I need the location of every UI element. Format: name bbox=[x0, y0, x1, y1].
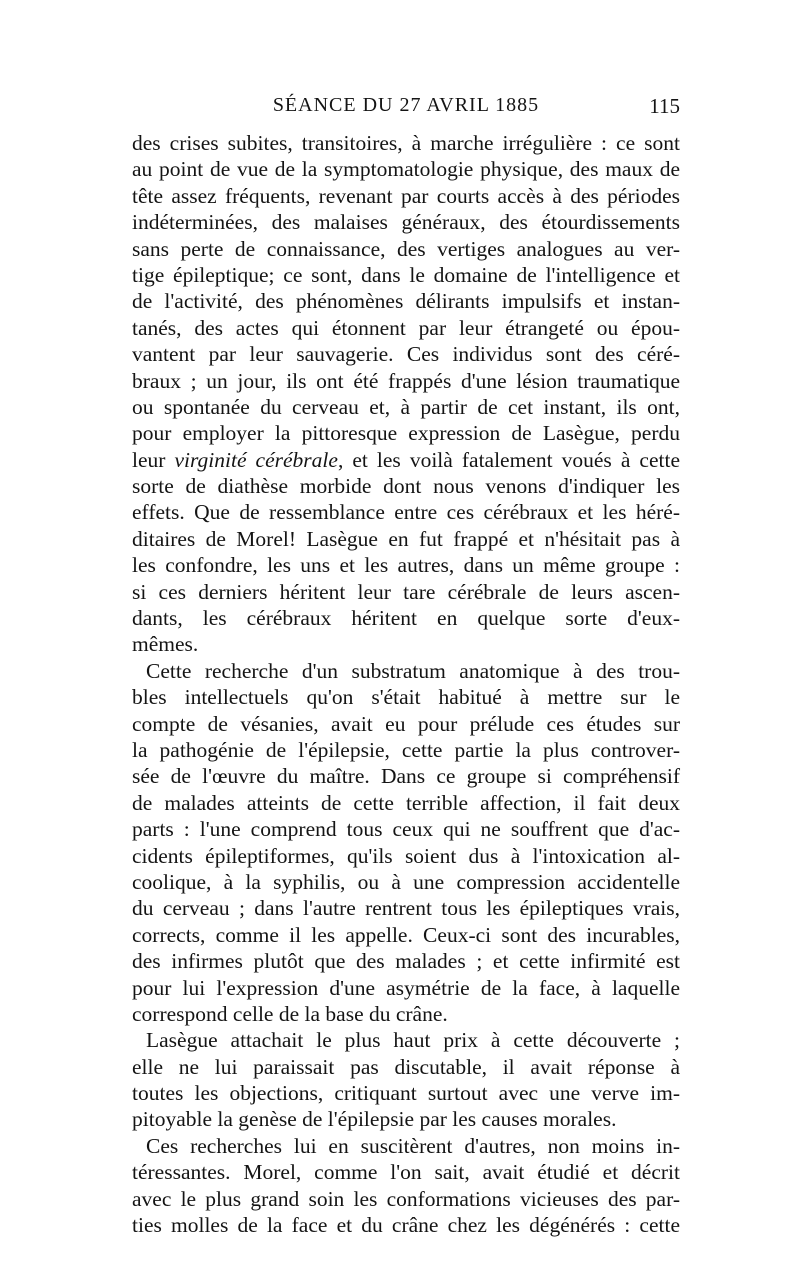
text-line: coolique, à la syphilis, ou à une compression accidentelle bbox=[132, 869, 680, 894]
running-head: SÉANCE DU 27 AVRIL 1885 bbox=[272, 94, 540, 116]
text-line: des infirmes plutôt que des malades ; et cette infirmité est bbox=[132, 949, 680, 974]
text-line: toutes les objections, critiquant surtout avec une verve im- bbox=[132, 1081, 680, 1106]
text-line: de l'activité, des phénomènes délirants impulsifs et instan- bbox=[132, 289, 680, 314]
text-line: du cerveau ; dans l'autre rentrent tous les épileptiques vrais, bbox=[132, 896, 680, 921]
text-line: la pathogénie de l'épilepsie, cette partie la plus controver- bbox=[132, 737, 680, 762]
italic-line-before: leur bbox=[132, 447, 175, 472]
paragraph-start-line: Cette recherche d'un substratum anatomique à des trou- bbox=[146, 658, 680, 683]
text-line: elle ne lui paraissait pas discutable, il avait réponse à bbox=[132, 1054, 680, 1079]
text-line: avec le plus grand soin les conformations vicieuses des par- bbox=[132, 1186, 680, 1211]
text-line: compte de vésanies, avait eu pour prélude ces études sur bbox=[132, 711, 680, 736]
text-line: pitoyable la genèse de l'épilepsie par les causes morales. bbox=[132, 1107, 617, 1132]
text-line: sans perte de connaissance, des vertiges analogues au ver- bbox=[132, 236, 680, 261]
text-line: indéterminées, des malaises généraux, des étourdissements bbox=[132, 210, 680, 235]
text-line: des crises subites, transitoires, à marche irrégulière : ce sont bbox=[132, 131, 680, 155]
text-line: effets. Que de ressemblance entre ces cérébraux et les héré- bbox=[132, 500, 680, 525]
text-line: tête assez fréquents, revenant par courts accès à des périodes bbox=[132, 183, 680, 208]
text-line: ties molles de la face et du crâne chez les dégénérés : cette bbox=[132, 1213, 680, 1238]
text-line: sorte de diathèse morbide dont nous venons d'indiquer les bbox=[132, 474, 680, 499]
paragraph-start-line: Ces recherches lui en suscitèrent d'autres, non moins in- bbox=[146, 1133, 680, 1158]
text-line: parts : l'une comprend tous ceux qui ne souffrent que d'ac- bbox=[132, 817, 680, 842]
text-line: vantent par leur sauvagerie. Ces individus sont des céré- bbox=[132, 342, 680, 367]
text-line: dants, les cérébraux héritent en quelque sorte d'eux- bbox=[132, 606, 680, 631]
page-number: 115 bbox=[649, 94, 680, 118]
text-line: ditaires de Morel! Lasègue en fut frappé et n'hésitait pas à bbox=[132, 526, 680, 551]
page-header bbox=[132, 94, 680, 130]
italic-line-after: , et les voilà fatalement voués à cette bbox=[337, 447, 680, 472]
text-line: tige épileptique; ce sont, dans le domaine de l'intelligence et bbox=[132, 262, 680, 287]
text-line: pour lui l'expression d'une asymétrie de la face, à laquelle bbox=[132, 975, 680, 1000]
text-line: bles intellectuels qu'on s'était habitué à mettre sur le bbox=[132, 685, 680, 710]
italic-phrase: virginité cérébrale bbox=[174, 447, 338, 472]
text-line: pour employer la pittoresque expression de Lasègue, perdu bbox=[132, 421, 680, 446]
text-line: braux ; un jour, ils ont été frappés d'une lésion traumatique bbox=[132, 368, 680, 393]
text-line: si ces derniers héritent leur tare cérébrale de leurs ascen- bbox=[132, 579, 680, 604]
text-line: téressantes. Morel, comme l'on sait, avait étudié et décrit bbox=[132, 1160, 680, 1185]
text-line-italic bbox=[132, 447, 680, 473]
text-line: au point de vue de la symptomatologie physique, des maux de bbox=[132, 157, 680, 182]
text-line: mêmes. bbox=[132, 632, 199, 657]
text-line: correspond celle de la base du crâne. bbox=[132, 1001, 448, 1026]
paragraph-start-line: Lasègue attachait le plus haut prix à cette découverte ; bbox=[146, 1028, 680, 1053]
text-line: cidents épileptiformes, qu'ils soient dus à l'intoxication al- bbox=[132, 843, 680, 868]
text-line: corrects, comme il les appelle. Ceux-ci sont des incurables, bbox=[132, 922, 680, 947]
body-text bbox=[132, 130, 680, 1238]
text-line: tanés, des actes qui étonnent par leur étrangeté ou épou- bbox=[132, 315, 680, 340]
text-line: ou spontanée du cerveau et, à partir de cet instant, ils ont, bbox=[132, 394, 680, 419]
text-line: les confondre, les uns et les autres, dans un même groupe : bbox=[132, 553, 680, 578]
text-line: de malades atteints de cette terrible affection, il fait deux bbox=[132, 790, 680, 815]
text-line: sée de l'œuvre du maître. Dans ce groupe si compréhensif bbox=[132, 764, 680, 789]
